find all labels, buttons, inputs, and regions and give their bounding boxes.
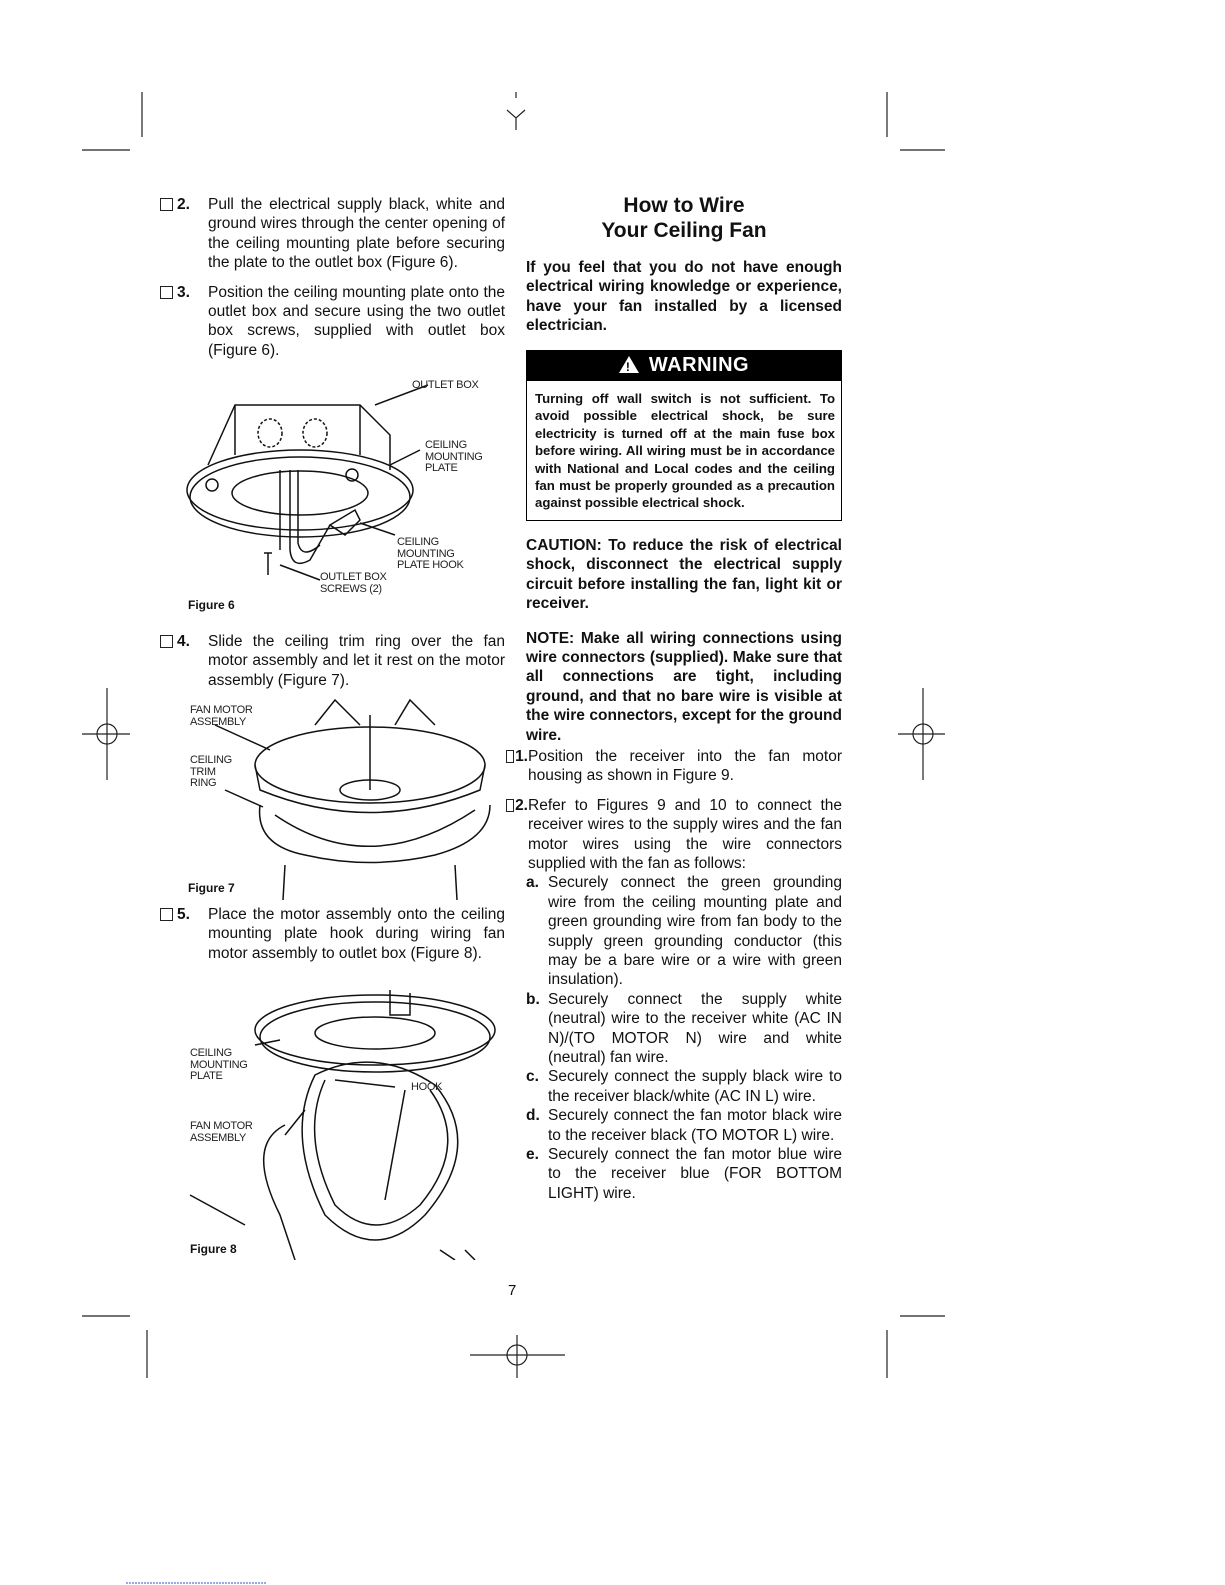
- step-text: Refer to Figures 9 and 10 to connect the receiver wires to the supply wires and the fan motor wires using the wire connectors supplied with the fan as follows:: [528, 796, 842, 872]
- checkbox-icon[interactable]: [506, 750, 514, 763]
- figure-7: [185, 695, 505, 900]
- step-2: 2. Pull the electrical supply black, white and ground wires through the center opening of the ceiling mounting plate before securing the plate to the outlet box (Figure 6).: [160, 195, 505, 273]
- step-text: Position the ceiling mounting plate onto the outlet box and secure using the two outlet box screws, supplied with outlet box (Figure 6).: [208, 283, 505, 359]
- step-5: 5. Place the motor assembly onto the ceiling mounting plate hook during wiring fan motor assembly to outlet box (Figure 8).: [160, 905, 505, 963]
- wiring-step-2: 2. Refer to Figures 9 and 10 to connect the receiver wires to the supply wires and the fan motor wires using the wire connectors supplied with the fan as follows:: [526, 796, 842, 874]
- step-3: 3. Position the ceiling mounting plate onto the outlet box and secure using the two outlet box screws, supplied with outlet box (Figure 6).: [160, 283, 505, 361]
- intro-text: If you feel that you do not have enough electrical wiring knowledge or experience, have your fan installed by a licensed electrician.: [526, 259, 842, 335]
- checkbox-icon[interactable]: [160, 908, 173, 921]
- substep-a: a. Securely connect the green grounding wire from the ceiling mounting plate and green grounding wire from fan body to the supply green grounding conductor (this may be a bare wire or a wire with green insulation).: [526, 874, 842, 989]
- substep-text: Securely connect the fan motor black wire to the receiver black (TO MOTOR L) wire.: [548, 1107, 842, 1144]
- label-hook: HOOK: [411, 1081, 443, 1093]
- caution-text: CAUTION: To reduce the risk of electrical shock, disconnect the electrical supply circuit before installing the fan, light kit or receiver.: [526, 536, 842, 613]
- checkbox-icon[interactable]: [506, 799, 514, 812]
- right-column: [515, 193, 842, 1203]
- left-column: [160, 195, 505, 370]
- substep-text: Securely connect the supply black wire to the receiver black/white (AC IN L) wire.: [548, 1068, 842, 1105]
- step-text: Position the receiver into the fan motor housing as shown in Figure 9.: [528, 747, 842, 785]
- section-title: How to Wire Your Ceiling Fan: [601, 194, 767, 242]
- label-plate-hook: CEILING MOUNTING PLATE HOOK: [397, 536, 464, 571]
- figure-caption: Figure 7: [188, 881, 235, 895]
- warning-text: Turning off wall switch is not sufficient. To avoid possible electrical shock, be sure electricity is turned off at the main fuse box before wiring. All wiring must be in accordance with National and Local codes and the ceiling fan must be properly grounded as a precaution against possible electrical shock.: [535, 391, 835, 511]
- figure-caption: Figure 6: [188, 598, 235, 612]
- page-number: 7: [508, 1282, 517, 1299]
- substep-e: e. Securely connect the fan motor blue wire to the receiver blue (FOR BOTTOM LIGHT) wire.: [526, 1146, 842, 1202]
- left-column-continued-2: [160, 905, 505, 973]
- label-outlet-box: OUTLET BOX: [412, 379, 479, 391]
- note-text: NOTE: Make all wiring connections using wire connectors (supplied). Make sure that all connections are tight, including ground, and that no bare wire is visible at the wire connectors, except for the ground wire.: [526, 629, 842, 744]
- figure-caption: Figure 8: [190, 1242, 237, 1256]
- step-text: Slide the ceiling trim ring over the fan motor assembly and let it rest on the motor assembly (Figure 7).: [208, 633, 505, 689]
- label-mounting-plate: CEILING MOUNTING PLATE: [190, 1047, 248, 1082]
- checkbox-icon[interactable]: [160, 635, 173, 648]
- substep-d: d. Securely connect the fan motor black wire to the receiver black (TO MOTOR L) wire.: [526, 1107, 842, 1144]
- label-motor-assembly: FAN MOTOR ASSEMBLY: [190, 704, 253, 728]
- checkbox-icon[interactable]: [160, 198, 173, 211]
- checkbox-icon[interactable]: [160, 286, 173, 299]
- step-4: 4. Slide the ceiling trim ring over the fan motor assembly and let it rest on the motor assembly (Figure 7).: [160, 632, 505, 690]
- substep-text: Securely connect the fan motor blue wire to the receiver blue (FOR BOTTOM LIGHT) wire.: [548, 1146, 842, 1202]
- warning-box: [526, 350, 842, 521]
- warning-triangle-icon: !: [619, 356, 639, 373]
- figure-6: [180, 375, 500, 615]
- label-mounting-plate: CEILING MOUNTING PLATE: [425, 439, 483, 474]
- label-motor-assembly: FAN MOTOR ASSEMBLY: [190, 1120, 253, 1144]
- step-text: Pull the electrical supply black, white and ground wires through the center opening of the ceiling mounting plate before securing the plate to the outlet box (Figure 6).: [208, 196, 505, 272]
- step-text: Place the motor assembly onto the ceiling mounting plate hook during wiring fan motor assembly to outlet box (Figure 8).: [208, 906, 505, 962]
- left-column-continued: [160, 632, 505, 700]
- figure-8: [185, 985, 505, 1260]
- label-box-screws: OUTLET BOX SCREWS (2): [320, 571, 387, 595]
- substep-b: b. Securely connect the supply white (neutral) wire to the receiver white (AC IN N)/(TO MOTOR N) wire and white (neutral) fan wire.: [526, 990, 842, 1067]
- wiring-step-1: 1. Position the receiver into the fan motor housing as shown in Figure 9.: [526, 747, 842, 786]
- label-trim-ring: CEILING TRIM RING: [190, 754, 232, 789]
- substep-text: Securely connect the supply white (neutral) wire to the receiver white (AC IN N)/(TO MOTOR N) wire and white (neutral) fan wire.: [548, 990, 842, 1067]
- warning-header: ! WARNING: [527, 351, 841, 381]
- substep-text: Securely connect the green grounding wire from the ceiling mounting plate and green grounding wire from fan body to the supply green grounding conductor (this may be a bare wire or a wire with green insulation).: [548, 874, 842, 989]
- substep-c: c. Securely connect the supply black wire to the receiver black/white (AC IN L) wire.: [526, 1068, 842, 1105]
